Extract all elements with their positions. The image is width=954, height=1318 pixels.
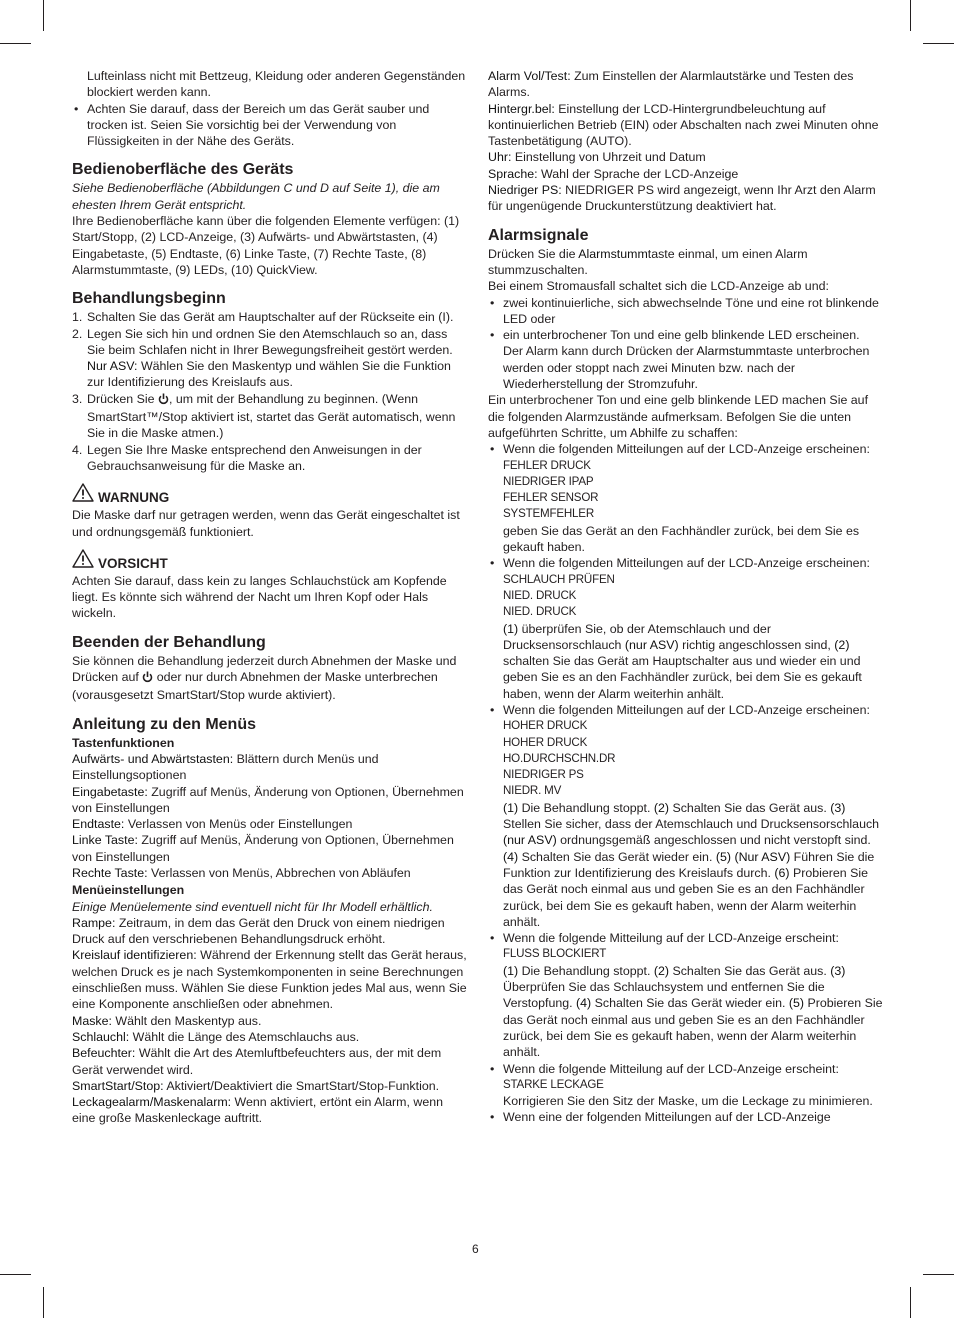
key-function-item: Aufwärts- und Abwärtstasten: Blättern durch Menüs und Einstellungsoptionen <box>72 751 379 783</box>
lcd-message: FEHLER DRUCK <box>503 458 591 472</box>
lcd-message: NIEDRIGER IPAP <box>503 474 594 488</box>
caution-triangle-icon <box>72 549 94 573</box>
menu-setting-item: Befeuchter: Wählt die Art des Atemluftbefeuchters aus, der mit dem Gerät verwendet wird. <box>72 1046 442 1077</box>
menu-settings-list <box>72 915 468 1127</box>
end-heading: Beenden der Behandlung <box>72 633 266 651</box>
start-step-2: 2. Legen Sie sich hin und ordnen Sie den Atemschlauch so an, dass Sie beim Schlafen nicht in Ihrer Bewegungsfreiheit gestört werden. Nur ASV: Wählen Sie den Maskentyp und wählen Sie die Funktion zur Identifizierung des Kreislaufs aus. <box>72 326 453 390</box>
intro-continuation: Lufteinlass nicht mit Bettzeug, Kleidung oder anderen Gegenständen blockiert werden kann. <box>87 69 466 100</box>
start-step-1: 1. Schalten Sie das Gerät am Hauptschalter auf der Rückseite ein (I). <box>72 310 454 325</box>
lcd-message: SYSTEMFEHLER <box>503 507 595 521</box>
alarm-group-4: • Wenn die folgende Mitteilung auf der LCD-Anzeige erscheint: FLUSS BLOCKIERT (1) Die Behandlung stoppt. (2) Schalten Sie das Gerät aus. (3) Überprüfen Sie das Schlauchsystem und entfernen Sie die Verstopfung. (4) Schalten Sie das Gerät wieder ein. (5) Probieren Sie das Gerät noch einmal aus und geben Sie es an den Fachhändler zurück, bei dem Sie es gekauft haben, wenn der Alarm weiterhin anhält. <box>488 930 884 1060</box>
lcd-message: NIEDRIGER PS <box>503 768 584 782</box>
lcd-message: FEHLER SENSOR <box>503 491 599 505</box>
crop-mark <box>910 1287 911 1318</box>
crop-mark <box>0 43 31 44</box>
crop-mark <box>43 1287 44 1318</box>
start-step-4: 4. Legen Sie Ihre Maske entsprechend den Anweisungen in der Gebrauchsanweisung für die Maske an. <box>72 442 422 473</box>
alarm-group-3: • Wenn die folgenden Mitteilungen auf der LCD-Anzeige erscheinen: HOHER DRUCK HOHER DRUCK HO.DURCHSCHN.DR NIEDRIGER PS NIEDR. MV (1) Die Behandlung stoppt. (2) Schalten Sie das Gerät aus. (3) Stellen Sie sicher, dass der Atemschlauch und Drucksensorschlauch (nur ASV) ordnungsgemäß angeschlossen und nicht verstopft sind. (4) Schalten Sie das Gerät wieder ein. (5) (Nur ASV) Führen Sie die Funktion zur Identifizierung des Kreislaufs durch. (6) Probieren Sie das Gerät noch einmal aus und geben Sie es an den Fachhändler zurück, bei dem Sie es gekauft haben, wenn der Alarm weiterhin anhält. <box>488 702 884 930</box>
power-failure-bullet-2: • ein unterbrochener Ton und eine gelb blinkende LED erscheinen. Der Alarm kann durch Drücken der Alarmstummtaste unterbrochen werden oder stoppt nach zwei Minuten bzw. nach der Wiederherstellung der Stromzufuhr. <box>488 327 884 392</box>
lcd-message: HOHER DRUCK <box>503 719 588 733</box>
menu-setting-item: SmartStart/Stop: Aktiviert/Deaktiviert die SmartStart/Stop-Funktion. <box>72 1078 440 1093</box>
alarm-group-6: • Wenn eine der folgenden Mitteilungen auf der LCD-Anzeige <box>488 1109 884 1125</box>
lcd-message: STARKE LECKAGE <box>503 1077 604 1091</box>
interface-note: Siehe Bedienoberfläche (Abbildungen C und D auf Seite 1), die am ehesten Ihrem Gerät entspricht. <box>72 181 440 212</box>
menu-setting-item: Kreislauf identifizieren: Während der Erkennung stellt das Gerät heraus, welchen Druck es je nach Systemkomponenten in seine Berechnungen einschließen muss. Wählen Sie diese Funktion jedes Mal aus, wenn Sie eine Komponente anschließen oder abnehmen. <box>72 948 467 1012</box>
menu-setting-item: Schlauchl: Wählt die Länge des Atemschlauchs aus. <box>72 1029 360 1044</box>
lcd-message: SCHLAUCH PRÜFEN <box>503 572 615 586</box>
lcd-message: NIED. DRUCK <box>503 588 577 602</box>
lcd-message-list <box>503 718 884 799</box>
power-icon <box>158 393 169 409</box>
key-function-item: Endtaste: Verlassen von Menüs oder Einstellungen <box>72 817 353 832</box>
menu-setting-item: Rampe: Zeitraum, in dem das Gerät den Druck von einem niedrigen Druck auf den verschriebenen Behandlungsdruck erhöht. <box>72 915 445 947</box>
key-function-item: Eingabetaste: Zugriff auf Menüs, Änderung von Optionen, Übernehmen von Einstellungen <box>72 784 464 815</box>
end-text: Sie können die Behandlung jederzeit durch Abnehmen der Maske und Drücken auf oder nur durch Abnehmen der Maske unterbrechen (vorausgesetzt SmartStart/Stop wurde aktiviert). <box>72 653 457 703</box>
start-heading: Behandlungsbeginn <box>72 290 226 308</box>
key-functions-list <box>72 751 468 881</box>
lcd-message: NIEDR. MV <box>503 784 562 798</box>
alarm-group-5: • Wenn die folgende Mitteilung auf der LCD-Anzeige erscheint: STARKE LECKAGE Korrigieren Sie den Sitz der Maske, um die Leckage zu minimieren. <box>488 1061 884 1110</box>
interface-heading: Bedienoberfläche des Geräts <box>72 161 294 179</box>
start-step-3: 3. Drücken Sie , um mit der Behandlung zu beginnen. (Wenn SmartStart™/Stop aktiviert ist, startet das Gerät automatisch, wenn Sie in die Maske atmen.) <box>72 391 456 441</box>
lcd-message-list <box>503 458 884 523</box>
alarms-intro: Drücken Sie die Alarmstummtaste einmal, um einen Alarm stummzuschalten. <box>488 246 808 277</box>
settings-subheading: Menüeinstellungen <box>72 883 185 898</box>
crop-mark <box>0 1274 31 1275</box>
menu-settings-list-continued <box>488 68 884 215</box>
menu-setting-item: Hintergr.bel: Einstellung der LCD-Hintergrundbeleuchtung auf kontinuierlichen Betrieb (EIN) oder Abschalten nach zwei Minuten ohne Tastenbetätigung (AUTO). <box>488 101 879 149</box>
menu-setting-item: Leckagealarm/Maskenalarm: Wenn aktiviert, ertönt ein Alarm, wenn eine große Maskenleckage auftritt. <box>72 1095 443 1126</box>
menu-setting-item: Uhr: Einstellung von Uhrzeit und Datum <box>488 150 706 165</box>
crop-mark <box>43 0 44 31</box>
lcd-message: NIED. DRUCK <box>503 605 577 619</box>
warning-triangle-icon <box>72 483 94 507</box>
lcd-message-list <box>503 1077 884 1093</box>
caution-text: Achten Sie darauf, dass kein zu langes Schlauchstück am Kopfende liegt. Es könnte sich während der Nacht um Ihren Kopf oder Hals wickeln. <box>72 573 447 621</box>
power-failure-bullet-1: • zwei kontinuierliche, sich abwechselnde Töne und eine rot blinkende LED oder <box>488 295 884 328</box>
keys-subheading: Tastenfunktionen <box>72 735 175 750</box>
page-number: 6 <box>472 1242 479 1256</box>
right-column <box>488 68 884 1126</box>
power-failure-text: Bei einem Stromausfall schaltet sich die LCD-Anzeige ab und: <box>488 279 829 294</box>
alarm-group-2: • Wenn die folgenden Mitteilungen auf der LCD-Anzeige erscheinen: SCHLAUCH PRÜFEN NIED. DRUCK NIED. DRUCK (1) überprüfen Sie, ob der Atemschlauch und der Drucksensorschlauch (nur ASV) richtig angeschlossen sind, (2) schalten Sie das Gerät am Hauptschalter aus und wieder ein und geben Sie es an den Fachhändler zurück, bei dem Sie es gekauft haben, wenn der Alarm weiterhin anhält. <box>488 555 884 702</box>
warning-label: WARNUNG <box>98 490 170 506</box>
crop-mark <box>923 43 954 44</box>
menu-setting-item: Maske: Wählt den Maskentyp aus. <box>72 1013 262 1028</box>
menus-heading: Anleitung zu den Menüs <box>72 715 256 733</box>
alarms-heading: Alarmsignale <box>488 226 589 244</box>
alarm-conditions-text: Ein unterbrochener Ton und eine gelb blinkende LED machen Sie auf die folgenden Alarmzustände aufmerksam. Befolgen Sie die unten aufgeführten Schritte, um Abhilfe zu schaffen: <box>488 393 869 440</box>
interface-text: Ihre Bedienoberfläche kann über die folgenden Elemente verfügen: (1) Start/Stopp, (2) LCD-Anzeige, (3) Aufwärts- und Abwärtstasten, (4) Eingabetaste, (5) Endtaste, (6) Linke Taste, (7) Rechte Taste, (8) Alarmstummtaste, (9) LEDs, (10) QuickView. <box>72 214 460 277</box>
settings-note: Einige Menüelemente sind eventuell nicht für Ihr Modell erhältlich. <box>72 899 433 914</box>
lcd-message: HOHER DRUCK <box>503 735 588 749</box>
intro-bullet: • Achten Sie darauf, dass der Bereich um das Gerät sauber und trocken ist. Seien Sie vorsichtig bei der Verwendung von Flüssigkeiten in der Nähe des Geräts. <box>72 101 468 150</box>
asv-label: Nur ASV: <box>87 359 138 374</box>
left-column <box>72 68 468 1127</box>
crop-mark <box>910 0 911 31</box>
caution-label: VORSICHT <box>98 555 168 571</box>
caution-heading <box>72 549 468 573</box>
menu-setting-item: Sprache: Wahl der Sprache der LCD-Anzeige <box>488 166 739 181</box>
menu-setting-item: Niedriger PS: NIEDRIGER PS wird angezeigt, wenn Ihr Arzt den Alarm für ungenügende Druckunterstützung deaktiviert hat. <box>488 183 876 214</box>
lcd-message: HO.DURCHSCHN.DR <box>503 751 616 765</box>
alarm-group-1: • Wenn die folgenden Mitteilungen auf der LCD-Anzeige erscheinen: FEHLER DRUCK NIEDRIGER IPAP FEHLER SENSOR SYSTEMFEHLER geben Sie das Gerät an den Fachhändler zurück, bei dem Sie es gekauft haben. <box>488 441 884 555</box>
key-function-item: Linke Taste: Zugriff auf Menüs, Änderung von Optionen, Übernehmen von Einstellungen <box>72 833 454 864</box>
lcd-message: FLUSS BLOCKIERT <box>503 947 607 961</box>
lcd-message-list <box>503 946 884 962</box>
warning-text: Die Maske darf nur getragen werden, wenn das Gerät eingeschaltet ist und ordnungsgemäß funktioniert. <box>72 508 460 539</box>
power-icon <box>142 671 153 687</box>
warning-heading <box>72 483 468 507</box>
key-function-item: Rechte Taste: Verlassen von Menüs, Abbrechen von Abläufen <box>72 865 411 880</box>
menu-setting-item: Alarm Vol/Test: Zum Einstellen der Alarmlautstärke und Testen des Alarms. <box>488 69 854 100</box>
crop-mark <box>923 1274 954 1275</box>
lcd-message-list <box>503 572 884 621</box>
